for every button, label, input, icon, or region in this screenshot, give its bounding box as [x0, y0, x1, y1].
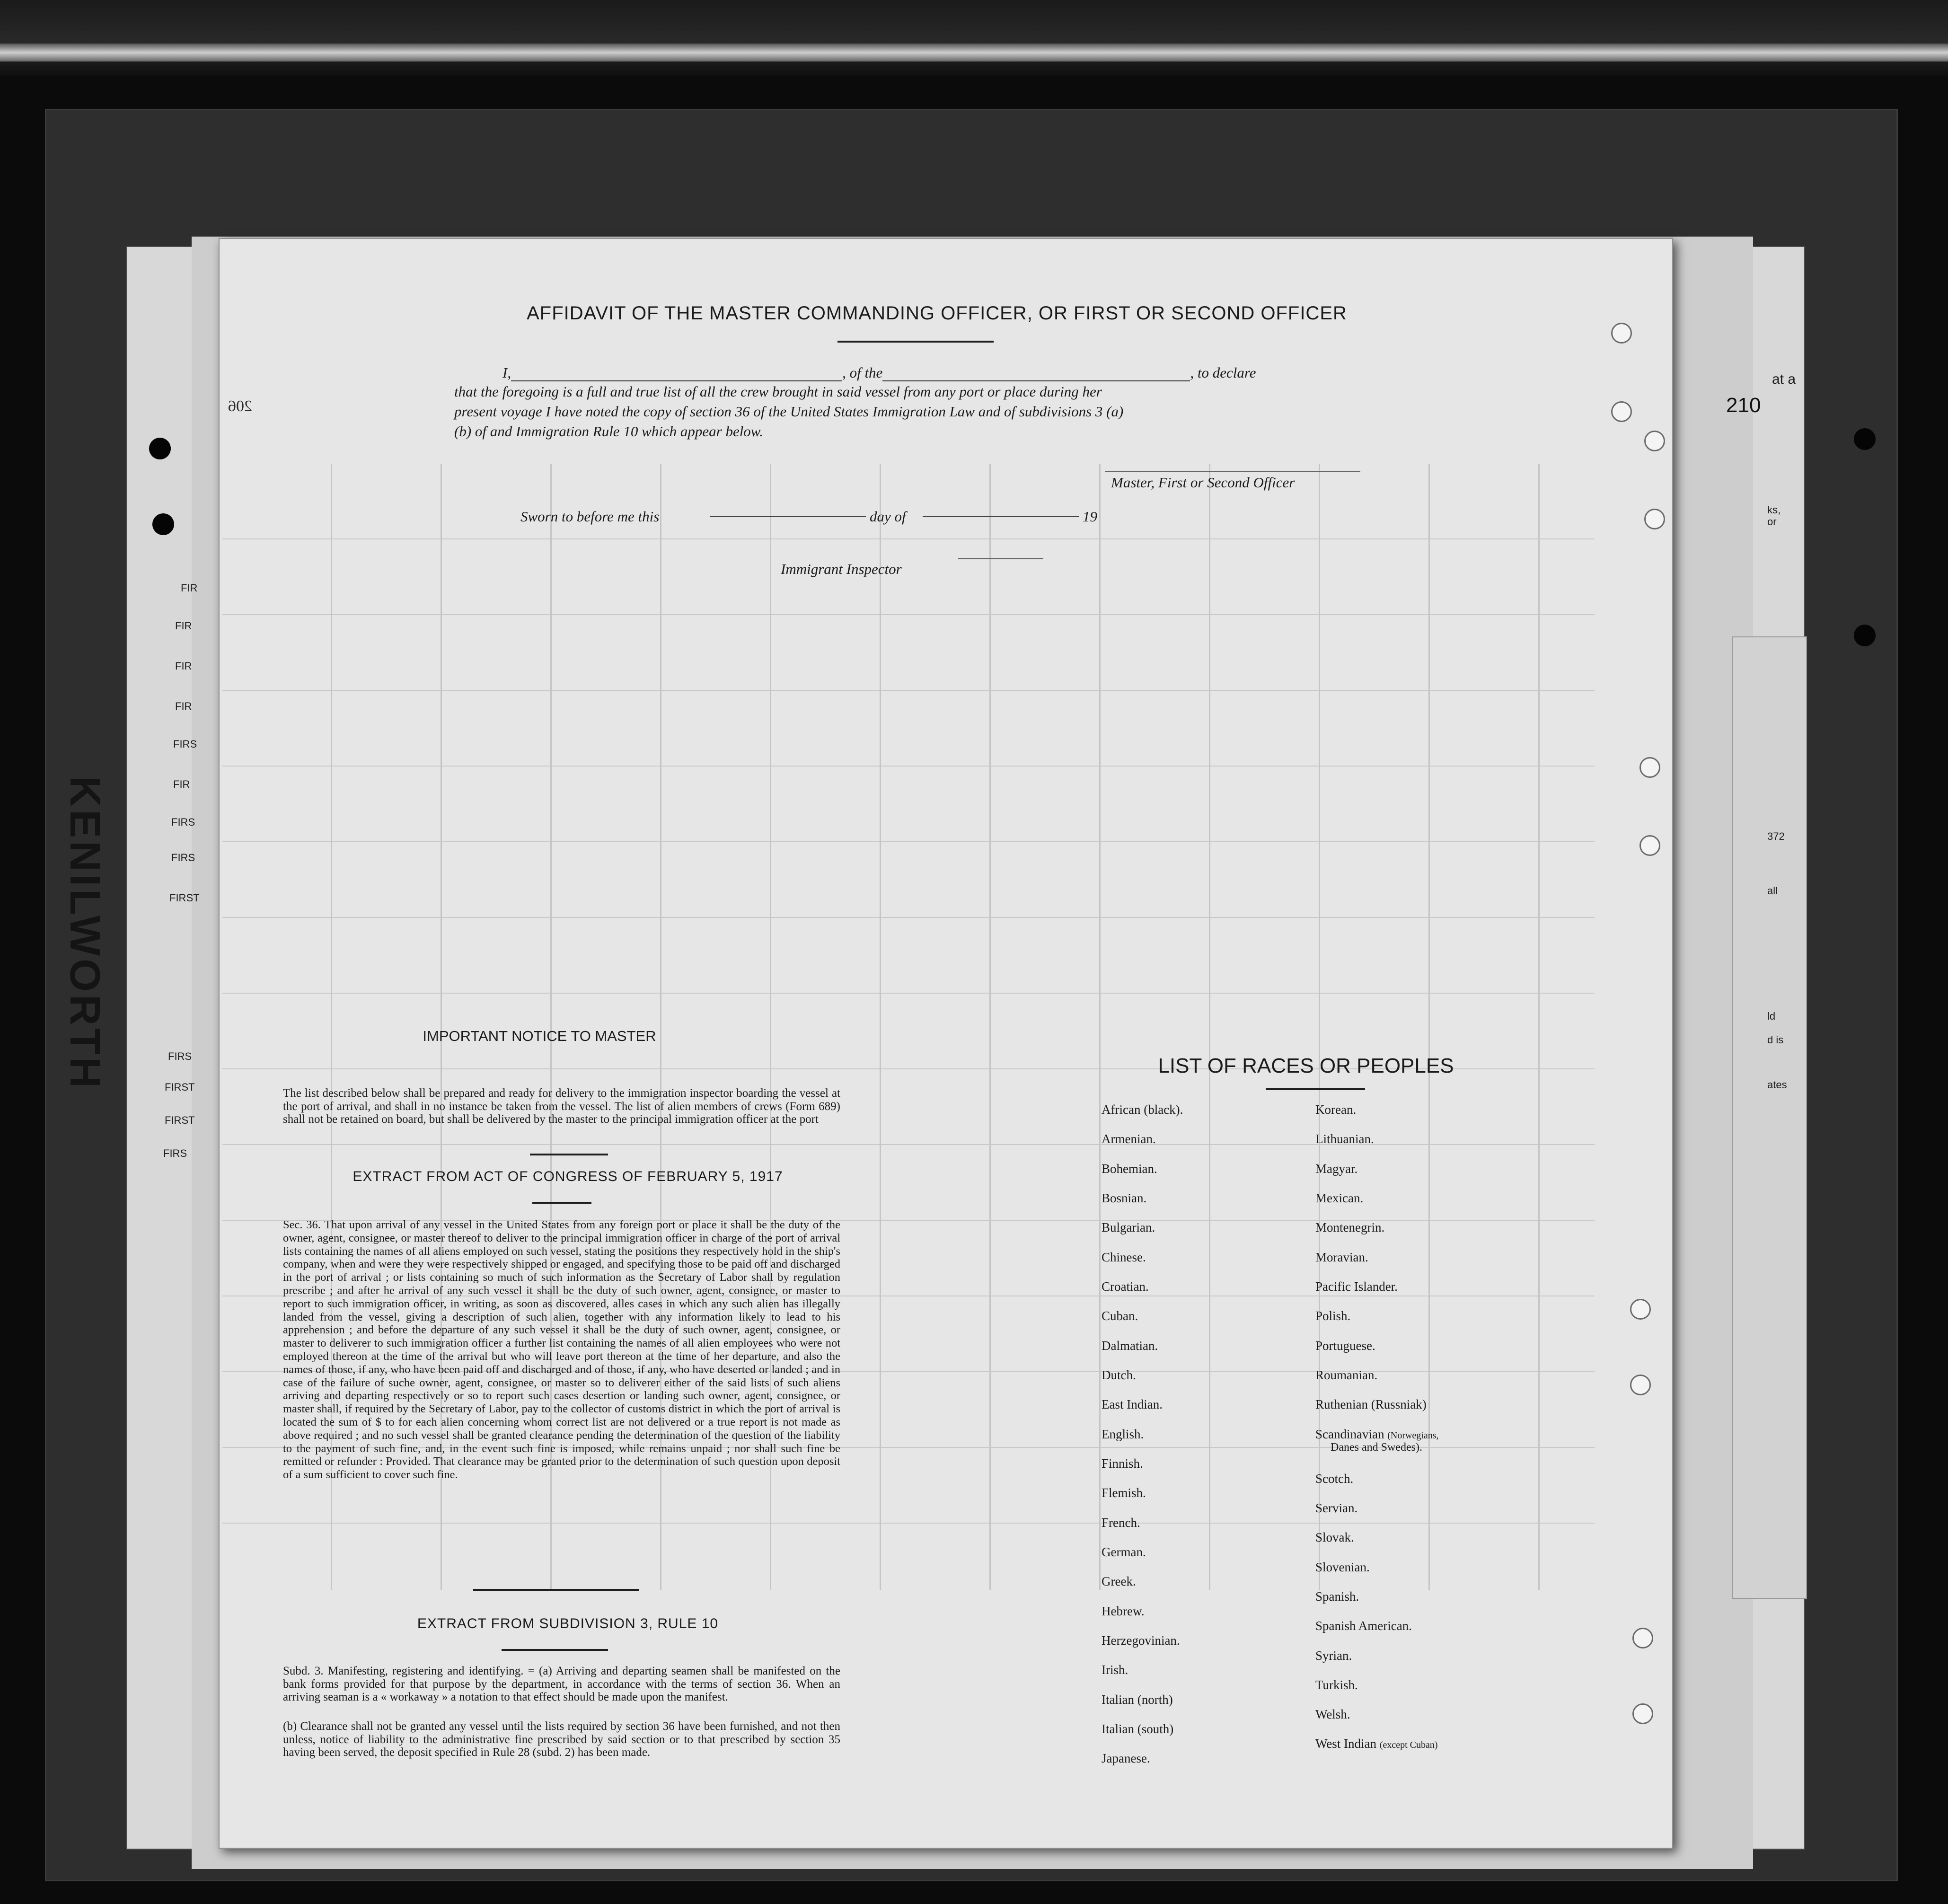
margin-label: FIRST — [169, 892, 200, 904]
film-edge-top — [0, 0, 1948, 76]
margin-label: FIRS — [173, 738, 197, 750]
binding-hole — [1854, 428, 1876, 450]
to-declare-label: , to declare — [1190, 364, 1256, 381]
race-item: Montenegrin. — [1315, 1220, 1385, 1234]
race-item: German. — [1102, 1545, 1146, 1559]
declarant-prefix: I, — [502, 364, 511, 381]
year-prefix: 19 — [1083, 508, 1097, 525]
race-item: Slovenian. — [1315, 1560, 1370, 1574]
race-item: Servian. — [1315, 1501, 1358, 1515]
race-item: English. — [1102, 1427, 1144, 1441]
master-signature-label: Master, First or Second Officer — [1111, 474, 1295, 491]
sworn-label: Sworn to before me this — [520, 508, 660, 525]
margin-label: FIR — [173, 778, 190, 790]
race-item: Lithuanian. — [1315, 1132, 1374, 1146]
margin-fragment: or — [1767, 516, 1777, 528]
notice-rule — [530, 1154, 608, 1155]
race-item: Polish. — [1315, 1309, 1351, 1323]
race-item: Moravian. — [1315, 1250, 1368, 1264]
punch-hole — [1611, 401, 1632, 422]
inspector-signature-line — [958, 558, 1043, 559]
race-item: Armenian. — [1102, 1132, 1156, 1146]
inspector-label: Immigrant Inspector — [781, 561, 902, 577]
race-name: Scandinavian — [1315, 1427, 1384, 1441]
sworn-day-blank — [710, 516, 866, 517]
race-item: Chinese. — [1102, 1250, 1146, 1264]
race-item: Croatian. — [1102, 1279, 1149, 1294]
margin-label: FIRS — [163, 1147, 187, 1159]
margin-label: FIRST — [165, 1081, 195, 1093]
race-item: Hebrew. — [1102, 1604, 1145, 1618]
margin-label: FIRS — [168, 1050, 192, 1062]
act-extract-title: EXTRACT FROM ACT OF CONGRESS OF FEBRUARY 5, 1917 — [353, 1169, 783, 1184]
race-item: Portuguese. — [1315, 1339, 1375, 1353]
margin-label: FIR — [175, 620, 192, 632]
act-end-rule — [473, 1589, 639, 1591]
punch-hole — [1611, 323, 1632, 344]
punch-hole — [1632, 1703, 1653, 1724]
race-item: Pacific Islander. — [1315, 1279, 1398, 1294]
ship-name-stamp: KENILWORTH — [61, 776, 108, 1091]
declaration-line-2: that the foregoing is a full and true list of all the crew brought in said vessel from any port or place during her — [454, 383, 1102, 400]
race-item: Flemish. — [1102, 1486, 1146, 1500]
rule-extract-text-a: Subd. 3. Manifesting, registering and identifying. = (a) Arriving and departing seamen shall be manifested on the bank forms provided for that purpose by the department, in accordance with the terms of section 36. When an arriving seaman is a « workaway » a notation to that effect should be made upon the manifest. — [283, 1665, 840, 1703]
race-item: Syrian. — [1315, 1648, 1352, 1663]
declaration-line-1 — [502, 364, 1256, 381]
race-item: Cuban. — [1102, 1309, 1138, 1323]
race-item: Turkish. — [1315, 1678, 1358, 1692]
binding-hole — [1854, 625, 1876, 646]
affidavit-title: AFFIDAVIT OF THE MASTER COMMANDING OFFICER, OR FIRST OR SECOND OFFICER — [527, 303, 1347, 324]
margin-label: FIRS — [171, 852, 195, 864]
race-item: African (black). — [1102, 1102, 1183, 1117]
race-item: Irish. — [1102, 1663, 1128, 1677]
punch-hole — [1639, 757, 1660, 778]
sworn-month-blank — [923, 516, 1079, 517]
binding-hole — [149, 438, 171, 459]
race-note: (Norwegians, — [1387, 1430, 1439, 1441]
race-item: Japanese. — [1102, 1751, 1150, 1765]
race-item: Mexican. — [1315, 1191, 1364, 1205]
master-signature-line — [1105, 471, 1360, 472]
race-item: Welsh. — [1315, 1707, 1350, 1721]
margin-label: FIR — [175, 660, 192, 672]
race-item: Herzegovinian. — [1102, 1633, 1180, 1648]
margin-fragment: ks, — [1767, 504, 1781, 516]
race-item: Bohemian. — [1102, 1162, 1157, 1176]
margin-label: FIR — [181, 582, 198, 594]
declaration-line-4: (b) of and Immigration Rule 10 which appear below. — [454, 423, 763, 440]
race-item: Dutch. — [1102, 1368, 1136, 1382]
race-item: Bulgarian. — [1102, 1220, 1155, 1234]
margin-fragment: all — [1767, 885, 1778, 897]
notice-text: The list described below shall be prepared and ready for delivery to the immigration inspector boarding the vessel at the port of arrival, and shall in no instance be taken from the vessel. The list of alien members of crews (Form 689) shall not be retained on board, but shall be delivered by the master to the principal immigration officer at the port — [283, 1087, 840, 1126]
margin-fragment: at a — [1772, 371, 1796, 387]
punch-hole — [1632, 1628, 1653, 1648]
races-title: LIST OF RACES OR PEOPLES — [1158, 1054, 1454, 1077]
day-of-label: day of — [870, 508, 906, 525]
attached-slip — [1732, 636, 1807, 1599]
race-item: Italian (south) — [1102, 1722, 1174, 1736]
rule-extract-text-b: (b) Clearance shall not be granted any vessel until the lists required by section 36 have been furnished, and not then unless, notice of liability to the administrative fine prescribed by said section or to that prescribed by section 35 having been served, the deposit specified in Rule 28 (subd. 2) has been made. — [283, 1720, 840, 1759]
act-extract-text: Sec. 36. That upon arrival of any vessel in the United States from any foreign port or place it shall be the duty of the owner, agent, consignee, or master thereof to deliver to the principal immigration officer in charge of the port of arrival lists containing the names of all aliens employed on such vessel, stating the positions they respectively hold in the ship's company, when and were they were respectively shipped or engaged, and specifying those to be paid off and discharged in the port of arrival ; or lists containing so much of such information as the Secretary of Labor shall by regulation prescribe ; and after he arrival of any such vessel it shall be the duty of such owner, agent, consignee, or master to report to such immigration officer, in writing, as soon as discovered, alles cases in which any such alien has illegally landed from the vessel, giving a description of such alien, together with any information likely to lead to his apprehension ; and before the departure of any such vessel it shall be the duty of such owner, agent, consignee, or master to deliverer to such immigration officer a further list containing the names of all alien employees who were not employed thereon at the time of the arrival but who will leave port thereon at the time of her departure, and also the names of those, if any, who have been paid off and discharged and of those, if any, who have deserted or landed ; and in case of the failure of suche owner, agent, consignee, or master so to deliverer either of the said lists of such aliens arriving and departing respectively or so to report such cases desertion or landing such owner, agent, consignee, or master shall, if required by the Secretary of Labor, pay to the collector of customs district in which the port of arrival is located the sum of $ to for each alien concerning whom correct list are not delivered or a true report is not made as above required ; and no such vessel shall be granted clearance pending the determination of the question of the liability to the payment of such fine, and, in the event such fine is imposed, while remains unpaid ; nor shall such fine be remitted or refunder : Provided. That clearance may be granted prior to the determination of such question upon deposit of a sum sufficient to cover such fine. — [283, 1218, 840, 1481]
race-item: Korean. — [1315, 1102, 1357, 1117]
race-item: Finnish. — [1102, 1456, 1143, 1471]
race-note: (except Cuban) — [1379, 1740, 1438, 1750]
race-item: Italian (north) — [1102, 1692, 1173, 1707]
of-the-label: , of the — [842, 364, 883, 381]
punch-hole — [1630, 1375, 1651, 1395]
race-item: Ruthenian (Russniak) — [1315, 1397, 1427, 1411]
race-name: West Indian — [1315, 1737, 1377, 1751]
race-item: Scotch. — [1315, 1472, 1354, 1486]
margin-fragment: d is — [1767, 1034, 1784, 1046]
punch-hole — [1644, 431, 1665, 451]
race-item: Slovak. — [1315, 1530, 1354, 1544]
margin-fragment: 372 — [1767, 830, 1785, 842]
punch-hole — [1639, 835, 1660, 856]
rule-extract-title: EXTRACT FROM SUBDIVISION 3, RULE 10 — [417, 1616, 719, 1631]
margin-label: FIRS — [171, 816, 195, 828]
margin-label: FIR — [175, 700, 192, 712]
race-item: Spanish. — [1315, 1589, 1359, 1604]
declaration-line-3: present voyage I have noted the copy of section 36 of the United States Immigration Law and of subdivisions 3 (a) — [454, 403, 1124, 420]
races-title-rule — [1266, 1088, 1365, 1090]
margin-fragment: ld — [1767, 1010, 1776, 1022]
race-item: Greek. — [1102, 1574, 1136, 1588]
race-item: Magyar. — [1315, 1162, 1358, 1176]
race-item: Roumanian. — [1315, 1368, 1378, 1382]
race-item: East Indian. — [1102, 1397, 1163, 1411]
rule-title-rule — [502, 1649, 608, 1651]
race-item: French. — [1102, 1516, 1140, 1530]
margin-label: FIRST — [165, 1114, 195, 1126]
race-item: Bosnian. — [1102, 1191, 1147, 1205]
race-item — [1315, 1737, 1438, 1751]
margin-fragment: ates — [1767, 1079, 1787, 1091]
race-item: Dalmatian. — [1102, 1339, 1158, 1353]
race-item — [1315, 1427, 1439, 1442]
punch-hole — [1630, 1299, 1651, 1320]
act-title-rule — [532, 1202, 591, 1204]
vessel-name-blank — [882, 380, 1190, 381]
page-number-stamp: 210 — [1726, 394, 1761, 417]
title-rule — [837, 341, 994, 343]
race-note: Danes and Swedes). — [1331, 1441, 1422, 1454]
declarant-name-blank — [511, 380, 842, 381]
race-item: Spanish American. — [1315, 1619, 1412, 1633]
punch-hole — [1644, 509, 1665, 529]
mirrored-page-number: 206 — [228, 397, 252, 415]
binding-hole — [152, 513, 174, 535]
notice-title: IMPORTANT NOTICE TO MASTER — [423, 1028, 656, 1044]
